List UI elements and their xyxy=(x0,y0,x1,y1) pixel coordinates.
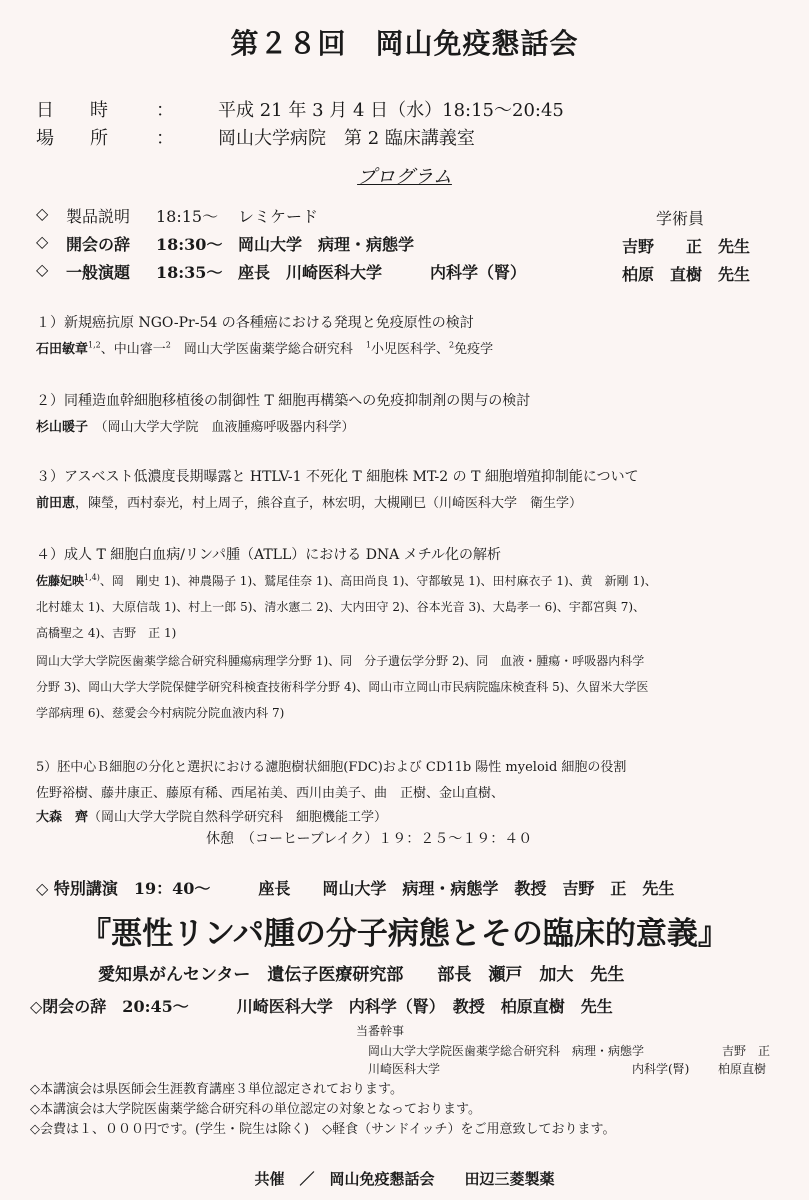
special-lecture-title: 『悪性リンパ腫の分子病態とその臨床的意義』 xyxy=(80,916,729,952)
date-colon: ： xyxy=(156,100,174,121)
talk-5-authors: 大森 齊（岡山大学大学院自然科学研究科 細胞機能工学） xyxy=(36,810,388,825)
talk-4-authors-line: 佐藤妃映$^{1,4)}$、岡 剛史 1)、神農陽子 1)、鷲尾佳奈 1)、高田尚良 1)、守都敏晃 1)、田村麻衣子 1)、黄 新剛 1)、 xyxy=(36,573,657,588)
organizer-2-org: 川崎医科大学 xyxy=(368,1062,441,1076)
schedule-mark: ◇ xyxy=(36,232,49,251)
date-value: 平成 21 年 3 月 4 日（水）18:15〜20:45 xyxy=(218,100,564,121)
place-value: 岡山大学病院 第 2 臨床講義室 xyxy=(218,128,475,149)
special-lecture-speaker: 愛知県がんセンター 遺伝子医療研究部 部長 瀬戸 加大 先生 xyxy=(98,965,625,985)
schedule-person: 柏原 直樹 先生 xyxy=(622,265,751,284)
talk-3-authors: 前田恵，陳瑩，西村泰光，村上周子，熊谷直子，林宏明，大槻剛巳（川崎医科大学 衛生学） xyxy=(36,496,583,511)
schedule-mark: ◇ xyxy=(36,260,49,279)
schedule-desc: 座長 川崎医科大学 内科学（腎） xyxy=(238,263,527,282)
place-colon: ： xyxy=(156,128,174,149)
schedule-time: 18:35〜 xyxy=(156,263,223,282)
note-2: ◇本講演会は大学院医歯薬学総合研究科の単位認定の対象となっております。 xyxy=(30,1102,481,1117)
talk-4-authors-line: 高橋聖之 4)、吉野 正 1) xyxy=(36,626,177,640)
note-3: ◇会費は１、０００円です。(学生・院生は除く) ◇軽食（サンドイッチ）をご用意致しております。 xyxy=(30,1122,616,1137)
talk-5-authors: 佐野裕樹、藤井康正、藤原有稀、西尾祐美、西川由美子、曲 正樹、金山直樹、 xyxy=(36,786,505,801)
date-label: 日 時 xyxy=(36,100,108,121)
page-title: 第２８回 岡山免疫懇話会 xyxy=(230,27,579,60)
talk-2-authors: 杉山暖子 （岡山大学大学院 血液腫瘍呼吸器内科学） xyxy=(36,420,355,435)
talk-4-affil-line: 岡山大学大学院医歯薬学総合研究科腫瘍病理学分野 1)、同 分子遺伝学分野 2)、同 血液・腫瘍・呼吸器内科学 xyxy=(36,654,645,668)
organizers-label: 当番幹事 xyxy=(356,1024,405,1038)
schedule-role: 学術員 xyxy=(656,209,705,228)
organizer-1-org: 岡山大学大学院医歯薬学総合研究科 病理・病態学 xyxy=(368,1044,645,1058)
talk-5-title: 5）胚中心Ｂ細胞の分化と選択における濾胞樹状細胞(FDC)および CD11b 陽性 myeloid 細胞の役割 xyxy=(36,760,627,775)
talk-4-title: ４）成人 T 細胞白血病/リンパ腫（ATLL）における DNA メチル化の解析 xyxy=(36,547,502,563)
talk-1-authors: 石田敏章$^{1,2}$、中山睿一$^2$ 岡山大学医歯薬学総合研究科 $^1$小児医科学、$^2$免疫学 xyxy=(36,340,494,357)
program-title: プログラム xyxy=(357,166,452,188)
schedule-item: 製品説明 xyxy=(66,207,131,226)
talk-4-affil-line: 分野 3)、岡山大学大学院保健学研究科検査技術科学分野 4)、岡山市立岡山市民病院臨床検査科 5)、久留米大学医 xyxy=(36,680,649,694)
schedule-item: 一般演題 xyxy=(66,263,131,282)
schedule-desc: 岡山大学 病理・病態学 xyxy=(238,235,415,254)
schedule-person: 吉野 正 先生 xyxy=(622,237,751,256)
special-lecture-line: ◇ 特別講演 19：40〜 座長 岡山大学 病理・病態学 教授 吉野 正 先生 xyxy=(36,879,675,898)
talk-4-authors-line: 北村雄太 1)、大原信哉 1)、村上一郎 5)、清水憲二 2)、大内田守 2)、谷本光音 3)、大島孝一 6)、宇都宮與 7)、 xyxy=(36,600,646,614)
talk-1-title: １）新規癌抗原 NGO-Pr-54 の各種癌における発現と免疫原性の検討 xyxy=(36,315,474,331)
talk-4-affil-line: 学部病理 6)、慈愛会今村病院分院血液内科 7) xyxy=(36,706,285,720)
co-sponsors: 共催 ／ 岡山免疫懇話会 田辺三菱製薬 xyxy=(254,1170,555,1188)
schedule-desc: レミケード xyxy=(238,207,319,226)
schedule-item: 開会の辞 xyxy=(66,235,131,254)
talk-2-title: ２）同種造血幹細胞移植後の制御性 T 細胞再構築への免疫抑制剤の関与の検討 xyxy=(36,393,531,409)
organizer-2-name: 柏原直樹 xyxy=(718,1062,767,1076)
talk-3-title: ３）アスベスト低濃度長期曝露と HTLV-1 不死化 T 細胞株 MT-2 の T 細胞増殖抑制能について xyxy=(36,469,639,485)
organizer-1-name: 吉野 正 xyxy=(722,1044,771,1058)
break-time: 休憩 （コーヒーブレイク）１９：２５〜１９：４０ xyxy=(206,831,533,847)
organizer-2-dept: 内科学(腎) xyxy=(632,1062,690,1076)
schedule-time: 18:15〜 xyxy=(156,207,219,226)
schedule-mark: ◇ xyxy=(36,204,49,223)
place-label: 場 所 xyxy=(36,128,108,149)
note-1: ◇本講演会は県医師会生涯教育講座３単位認定されております。 xyxy=(30,1082,403,1097)
schedule-time: 18:30〜 xyxy=(156,235,223,254)
closing-remarks: ◇閉会の辞 20:45〜 川崎医科大学 内科学（腎） 教授 柏原直樹 先生 xyxy=(30,997,613,1016)
